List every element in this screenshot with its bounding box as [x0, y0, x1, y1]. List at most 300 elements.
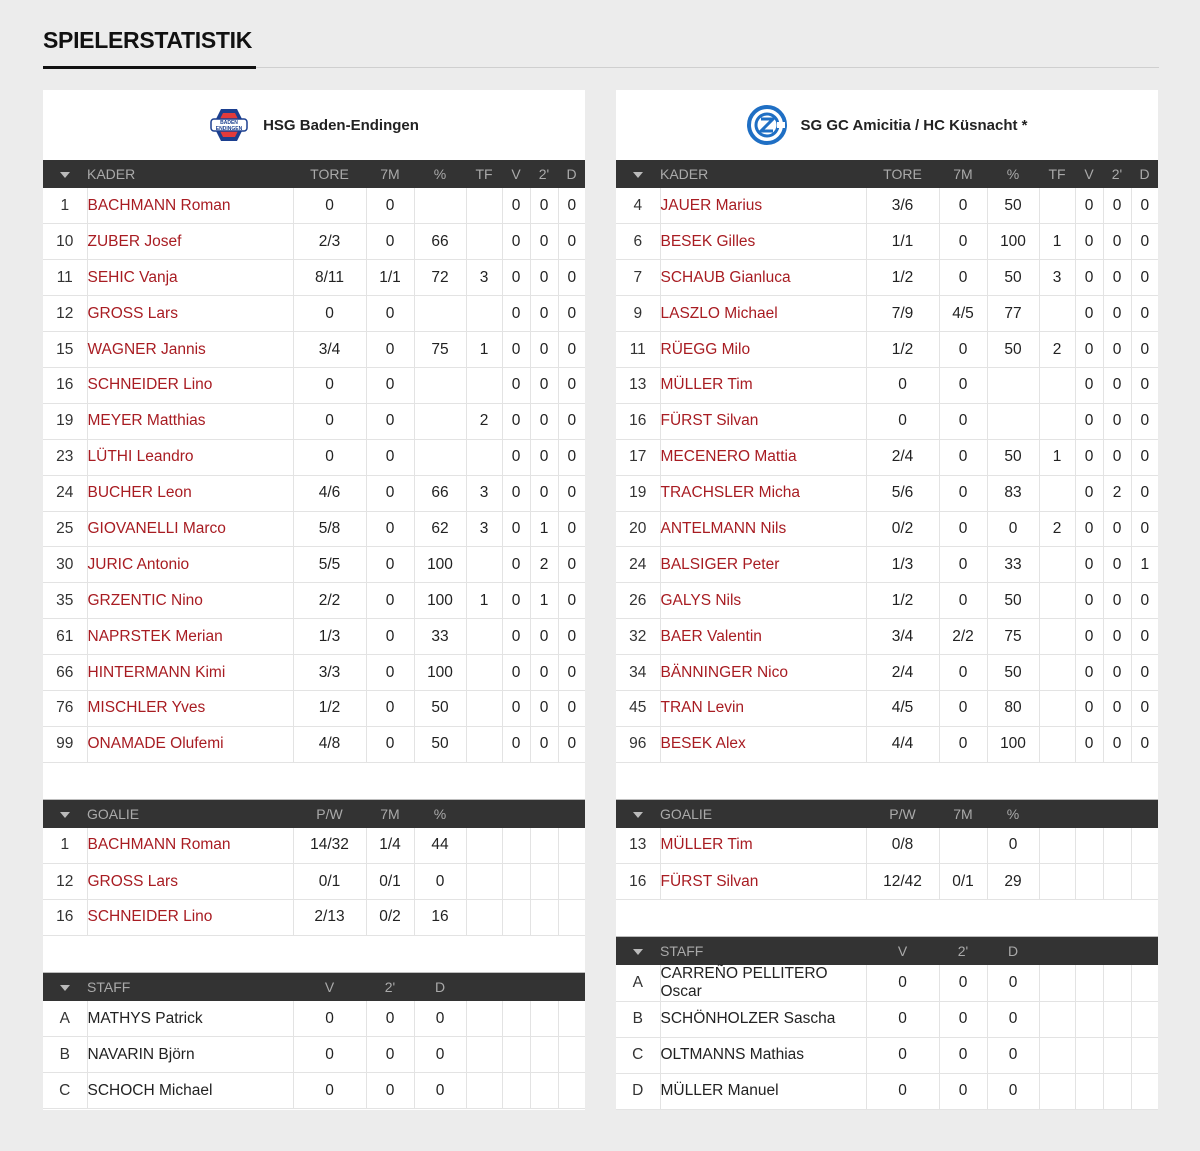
jersey-number: 12 — [43, 864, 87, 900]
stat-cell — [1103, 828, 1131, 864]
player-row — [616, 296, 1158, 332]
jersey-number: 15 — [43, 332, 87, 368]
stat-cell: 0 — [567, 591, 577, 609]
collapse-caret-icon[interactable] — [43, 800, 87, 828]
column-header: GOALIE — [660, 805, 713, 822]
chevron-down-icon[interactable] — [60, 172, 70, 178]
stat-cell — [1131, 1073, 1158, 1109]
player-name-link[interactable]: BESEK Gilles — [660, 224, 866, 260]
stat-cell: 50 — [987, 583, 1039, 619]
stat-cell — [502, 828, 530, 864]
stat-cell: 100 — [987, 224, 1039, 260]
stat-cell — [502, 1073, 530, 1109]
column-header — [530, 973, 558, 1001]
staff-name: MÜLLER Manuel — [660, 1073, 866, 1109]
stat-cell — [1039, 690, 1075, 726]
stat-cell: 0 — [1103, 260, 1131, 296]
jersey-number: 4 — [616, 188, 660, 224]
stat-cell — [1131, 965, 1158, 1002]
stat-cell: 0 — [1140, 196, 1150, 214]
player-row — [616, 547, 1158, 583]
player-name-link[interactable]: GROSS Lars — [87, 864, 293, 900]
column-header — [558, 973, 585, 1001]
stat-cell: 0 — [502, 547, 530, 583]
stat-cell: 4/6 — [293, 475, 366, 511]
player-name-link[interactable]: ZUBER Josef — [87, 224, 293, 260]
stat-cell — [558, 1037, 585, 1073]
stat-cell — [414, 439, 466, 475]
stat-cell — [1075, 965, 1103, 1002]
stat-cell: 0 — [939, 188, 987, 224]
stat-cell — [466, 726, 502, 762]
jersey-number: 9 — [616, 296, 660, 332]
player-name-link[interactable]: BALSIGER Peter — [660, 547, 866, 583]
jersey-number: 11 — [43, 260, 87, 296]
stat-cell: 0 — [366, 403, 414, 439]
column-header: D — [434, 978, 446, 995]
goalie-header-row[interactable] — [43, 800, 585, 828]
column-header: 2' — [384, 978, 396, 995]
stat-cell — [1075, 1002, 1103, 1038]
player-name-link[interactable]: BAER Valentin — [660, 619, 866, 655]
player-name-link[interactable]: ONAMADE Olufemi — [87, 726, 293, 762]
stat-cell: 0 — [366, 224, 414, 260]
stat-cell: 0 — [987, 1037, 1039, 1073]
player-row — [616, 367, 1158, 403]
chevron-down-icon[interactable] — [60, 985, 70, 991]
jersey-number: 23 — [43, 439, 87, 475]
chevron-down-icon[interactable] — [633, 172, 643, 178]
stat-cell: 4/5 — [939, 296, 987, 332]
stat-cell: 0 — [866, 1037, 939, 1073]
player-row — [616, 726, 1158, 762]
stat-cell: 0 — [502, 367, 530, 403]
column-header — [502, 973, 530, 1001]
stat-cell: 0 — [293, 367, 366, 403]
player-row — [616, 655, 1158, 691]
section-divider — [43, 763, 585, 800]
stat-cell: 3/4 — [866, 619, 939, 655]
jersey-number: 25 — [43, 511, 87, 547]
player-name-link[interactable]: SEHIC Vanja — [87, 260, 293, 296]
stat-cell — [1103, 1002, 1131, 1038]
stat-cell — [466, 439, 502, 475]
player-name-link[interactable]: JAUER Marius — [660, 188, 866, 224]
stat-cell: 0 — [366, 439, 414, 475]
jersey-number: 6 — [616, 224, 660, 260]
stat-cell: 0 — [293, 403, 366, 439]
jersey-number: 17 — [616, 439, 660, 475]
player-row — [616, 260, 1158, 296]
stat-cell — [1131, 864, 1158, 900]
stat-cell: 0 — [1103, 332, 1131, 368]
stat-cell: 0 — [939, 367, 987, 403]
stat-cell: 0 — [939, 726, 987, 762]
player-row — [616, 224, 1158, 260]
collapse-caret-icon[interactable] — [616, 800, 660, 828]
column-header — [530, 800, 558, 828]
column-header: D — [566, 166, 577, 182]
stat-cell: 0 — [567, 519, 577, 537]
stat-cell — [1075, 828, 1103, 864]
stat-cell: 0 — [530, 475, 558, 511]
stat-cell: 1 — [1039, 439, 1075, 475]
player-name-link[interactable]: GALYS Nils — [660, 583, 866, 619]
player-row — [43, 475, 585, 511]
player-name-link[interactable]: ANTELMANN Nils — [660, 511, 866, 547]
section-divider — [616, 900, 1158, 937]
collapse-caret-icon[interactable] — [616, 160, 660, 188]
stat-cell: 7/9 — [866, 296, 939, 332]
kader-table — [43, 160, 585, 763]
collapse-caret-icon[interactable] — [43, 160, 87, 188]
column-header: STAFF — [87, 978, 131, 995]
stat-cell — [530, 1037, 558, 1073]
player-name-link[interactable]: GRZENTIC Nino — [87, 583, 293, 619]
stat-cell: 0 — [293, 1001, 366, 1037]
column-header — [1131, 937, 1158, 965]
player-name-link[interactable]: BUCHER Leon — [87, 475, 293, 511]
stat-cell: 0 — [366, 655, 414, 691]
column-header: STAFF — [660, 943, 704, 960]
stat-cell: 0 — [1103, 403, 1131, 439]
stat-cell — [1075, 864, 1103, 900]
player-row — [43, 655, 585, 691]
stat-cell — [558, 900, 585, 936]
column-header: V — [511, 166, 521, 182]
jersey-number: 20 — [616, 511, 660, 547]
stat-cell: 2/2 — [939, 619, 987, 655]
kader-header-row[interactable] — [616, 160, 1158, 188]
stat-cell — [466, 1001, 502, 1037]
stat-cell: 0 — [1140, 519, 1150, 537]
player-row — [43, 511, 585, 547]
staff-row — [616, 1002, 1158, 1038]
stat-cell: 0 — [567, 663, 577, 681]
stat-cell — [466, 828, 502, 864]
jersey-number: 11 — [616, 332, 660, 368]
stat-cell: 0 — [1075, 475, 1103, 511]
stat-cell: 0 — [502, 690, 530, 726]
stat-cell: 0/1 — [366, 864, 414, 900]
stat-cell: 0 — [939, 1002, 987, 1038]
stat-cell: 75 — [987, 619, 1039, 655]
stat-cell — [1039, 726, 1075, 762]
gc-logo — [747, 105, 787, 145]
stat-cell: 0 — [987, 965, 1039, 1002]
stat-cell — [1039, 475, 1075, 511]
player-name-link[interactable]: MECENERO Mattia — [660, 439, 866, 475]
player-name-link[interactable]: GROSS Lars — [87, 296, 293, 332]
stat-cell: 1/3 — [293, 619, 366, 655]
player-name-link[interactable]: SCHAUB Gianluca — [660, 260, 866, 296]
collapse-caret-icon[interactable] — [616, 937, 660, 965]
stat-cell: 0 — [567, 699, 577, 717]
stat-cell: 0 — [366, 367, 414, 403]
stat-cell: 83 — [987, 475, 1039, 511]
stat-cell: 0 — [1103, 655, 1131, 691]
stat-cell: 0 — [366, 1037, 414, 1073]
column-header: GOALIE — [87, 805, 140, 822]
stat-cell: 33 — [987, 547, 1039, 583]
staff-row — [43, 1073, 585, 1109]
chevron-down-icon[interactable] — [633, 812, 643, 818]
stat-cell: 0 — [414, 1073, 466, 1109]
team-panel-home — [43, 90, 585, 1110]
column-header: KADER — [87, 166, 136, 182]
stat-cell: 0 — [1075, 188, 1103, 224]
stat-cell: 0 — [1140, 376, 1150, 394]
section-divider — [616, 763, 1158, 800]
stat-cell: 1 — [530, 511, 558, 547]
stat-cell: 0 — [1075, 332, 1103, 368]
stat-cell: 0 — [530, 224, 558, 260]
stat-cell — [502, 1001, 530, 1037]
stat-cell — [558, 828, 585, 864]
stat-cell — [466, 224, 502, 260]
stat-cell: 3 — [1039, 260, 1075, 296]
jersey-number: 96 — [616, 726, 660, 762]
player-name-link[interactable]: SCHNEIDER Lino — [87, 367, 293, 403]
stat-cell: 0 — [1140, 735, 1150, 753]
stat-cell — [466, 1037, 502, 1073]
column-header: % — [1006, 166, 1020, 182]
stat-cell: 0 — [1075, 367, 1103, 403]
stat-cell — [1103, 1073, 1131, 1109]
stat-cell: 0 — [366, 511, 414, 547]
player-row — [43, 332, 585, 368]
stat-cell: 14/32 — [293, 828, 366, 864]
stat-cell: 0 — [567, 304, 577, 322]
stat-cell: 0 — [414, 1001, 466, 1037]
stat-cell — [466, 864, 502, 900]
stat-cell: 0 — [567, 412, 577, 430]
stat-cell: 0 — [866, 367, 939, 403]
jersey-number: 45 — [616, 690, 660, 726]
stat-cell: 0 — [939, 655, 987, 691]
stat-cell: 2/13 — [293, 900, 366, 936]
stat-cell: 0 — [939, 403, 987, 439]
stat-cell: 72 — [414, 260, 466, 296]
player-name-link[interactable]: TRACHSLER Micha — [660, 475, 866, 511]
stat-cell: 0 — [866, 1073, 939, 1109]
stat-cell: 0 — [1103, 188, 1131, 224]
player-name-link[interactable]: LÜTHI Leandro — [87, 439, 293, 475]
column-header: 7M — [953, 166, 973, 182]
player-row — [616, 475, 1158, 511]
goalie-table — [43, 800, 585, 936]
player-name-link[interactable]: RÜEGG Milo — [660, 332, 866, 368]
stat-cell — [502, 900, 530, 936]
stat-cell — [502, 864, 530, 900]
column-header — [1075, 800, 1103, 828]
player-name-link[interactable]: MÜLLER Tim — [660, 828, 866, 864]
staff-role: B — [43, 1037, 87, 1073]
stat-cell: 0 — [939, 690, 987, 726]
stat-cell: 0 — [530, 367, 558, 403]
staff-header-row[interactable] — [616, 937, 1158, 965]
goalie-header-row[interactable] — [616, 800, 1158, 828]
chevron-down-icon[interactable] — [60, 812, 70, 818]
stat-cell: 0 — [987, 1073, 1039, 1109]
stat-cell: 77 — [987, 296, 1039, 332]
stat-cell: 0 — [366, 583, 414, 619]
stat-cell: 1/2 — [293, 690, 366, 726]
stat-cell: 0 — [567, 484, 577, 502]
player-name-link[interactable]: MÜLLER Tim — [660, 367, 866, 403]
stat-cell: 0 — [530, 188, 558, 224]
stat-cell: 0 — [1103, 511, 1131, 547]
chevron-down-icon[interactable] — [633, 949, 643, 955]
stat-cell — [1039, 583, 1075, 619]
stat-cell: 0 — [939, 1073, 987, 1109]
stat-cell: 2/2 — [293, 583, 366, 619]
stat-cell: 0 — [366, 547, 414, 583]
stat-cell: 0 — [939, 475, 987, 511]
stat-cell: 50 — [987, 188, 1039, 224]
stat-cell: 66 — [414, 224, 466, 260]
jersey-number: 76 — [43, 690, 87, 726]
column-header — [1039, 937, 1075, 965]
stat-cell: 0 — [939, 260, 987, 296]
stat-cell: 0 — [1075, 439, 1103, 475]
jersey-number: 19 — [616, 475, 660, 511]
player-name-link[interactable]: LASZLO Michael — [660, 296, 866, 332]
stat-cell: 0 — [1140, 448, 1150, 466]
stat-cell: 0 — [502, 475, 530, 511]
stat-cell: 0 — [293, 439, 366, 475]
stat-cell: 1/1 — [866, 224, 939, 260]
stat-cell: 0 — [1140, 591, 1150, 609]
baden-endingen-logo — [209, 105, 249, 145]
stat-cell: 50 — [414, 726, 466, 762]
stat-cell: 0 — [1075, 726, 1103, 762]
kader-table — [616, 160, 1158, 763]
jersey-number: 12 — [43, 296, 87, 332]
column-header: TF — [1048, 166, 1066, 182]
player-name-link[interactable]: MEYER Matthias — [87, 403, 293, 439]
stat-cell: 0 — [1140, 484, 1150, 502]
stat-cell — [1039, 619, 1075, 655]
staff-name: CARREÑO PELLITERO Oscar — [660, 965, 866, 1002]
stat-cell — [466, 690, 502, 726]
stat-cell: 0 — [1075, 690, 1103, 726]
stat-cell: 5/6 — [866, 475, 939, 511]
stat-cell: 4/8 — [293, 726, 366, 762]
jersey-number: 32 — [616, 619, 660, 655]
staff-name: OLTMANNS Mathias — [660, 1037, 866, 1073]
stat-cell: 0 — [530, 655, 558, 691]
stat-cell: 80 — [987, 690, 1039, 726]
stat-cell — [414, 403, 466, 439]
player-row — [616, 403, 1158, 439]
column-header — [1131, 800, 1158, 828]
stat-cell — [466, 188, 502, 224]
stat-cell — [1103, 965, 1131, 1002]
stat-cell — [466, 900, 502, 936]
player-name-link[interactable]: BACHMANN Roman — [87, 828, 293, 864]
stat-cell: 100 — [987, 726, 1039, 762]
stat-cell: 0/8 — [866, 828, 939, 864]
player-name-link[interactable]: MISCHLER Yves — [87, 690, 293, 726]
staff-role: A — [616, 965, 660, 1002]
column-header: 7M — [380, 805, 400, 822]
staff-header-row[interactable] — [43, 973, 585, 1001]
stat-cell: 0 — [1103, 547, 1131, 583]
stat-cell: 1 — [530, 583, 558, 619]
player-name-link[interactable]: TRAN Levin — [660, 690, 866, 726]
player-name-link[interactable]: NAPRSTEK Merian — [87, 619, 293, 655]
staff-name: MATHYS Patrick — [87, 1001, 293, 1037]
player-row — [43, 260, 585, 296]
column-header: TF — [475, 166, 493, 182]
player-name-link[interactable]: HINTERMANN Kimi — [87, 655, 293, 691]
player-name-link[interactable]: WAGNER Jannis — [87, 332, 293, 368]
column-header: KADER — [660, 166, 709, 182]
stat-cell — [530, 900, 558, 936]
player-name-link[interactable]: BESEK Alex — [660, 726, 866, 762]
stat-cell: 0 — [567, 196, 577, 214]
player-name-link[interactable]: SCHNEIDER Lino — [87, 900, 293, 936]
stat-cell: 0/1 — [939, 864, 987, 900]
staff-name: SCHOCH Michael — [87, 1073, 293, 1109]
stat-cell — [987, 403, 1039, 439]
stat-cell: 50 — [987, 260, 1039, 296]
staff-row — [43, 1037, 585, 1073]
player-name-link[interactable]: JURIC Antonio — [87, 547, 293, 583]
kader-header-row[interactable] — [43, 160, 585, 188]
stat-cell: 0 — [1075, 619, 1103, 655]
player-name-link[interactable]: BACHMANN Roman — [87, 188, 293, 224]
stat-cell: 0 — [1075, 296, 1103, 332]
collapse-caret-icon[interactable] — [43, 973, 87, 1001]
player-name-link[interactable]: GIOVANELLI Marco — [87, 511, 293, 547]
stat-cell: 0 — [1140, 412, 1150, 430]
stat-cell: 0 — [987, 1002, 1039, 1038]
jersey-number: 1 — [43, 188, 87, 224]
stat-cell: 8/11 — [293, 260, 366, 296]
team-name: SG GC Amicitia / HC Küsnacht * — [800, 116, 1028, 134]
svg-text:ENDINGEN: ENDINGEN — [215, 126, 243, 132]
stat-cell: 0 — [502, 260, 530, 296]
player-name-link[interactable]: FÜRST Silvan — [660, 864, 866, 900]
staff-name: SCHÖNHOLZER Sascha — [660, 1002, 866, 1038]
player-name-link[interactable]: FÜRST Silvan — [660, 403, 866, 439]
stat-cell: 2 — [466, 403, 502, 439]
stat-cell: 0 — [366, 690, 414, 726]
stat-cell: 0 — [1103, 367, 1131, 403]
stat-cell — [414, 367, 466, 403]
stat-cell — [1131, 828, 1158, 864]
column-header: V — [324, 978, 335, 995]
stat-cell: 2 — [1039, 332, 1075, 368]
stat-cell: 2 — [530, 547, 558, 583]
team-header — [43, 90, 585, 160]
stat-cell: 0 — [1103, 619, 1131, 655]
player-row — [43, 726, 585, 762]
stat-cell — [1039, 188, 1075, 224]
stat-cell: 0 — [414, 864, 466, 900]
player-name-link[interactable]: BÄNNINGER Nico — [660, 655, 866, 691]
staff-table — [616, 937, 1158, 1110]
stat-cell — [466, 547, 502, 583]
staff-row — [616, 1073, 1158, 1109]
stat-cell: 0 — [1075, 583, 1103, 619]
stat-cell: 1 — [466, 583, 502, 619]
stat-cell: 100 — [414, 655, 466, 691]
column-header: D — [1139, 166, 1150, 182]
player-row — [616, 332, 1158, 368]
